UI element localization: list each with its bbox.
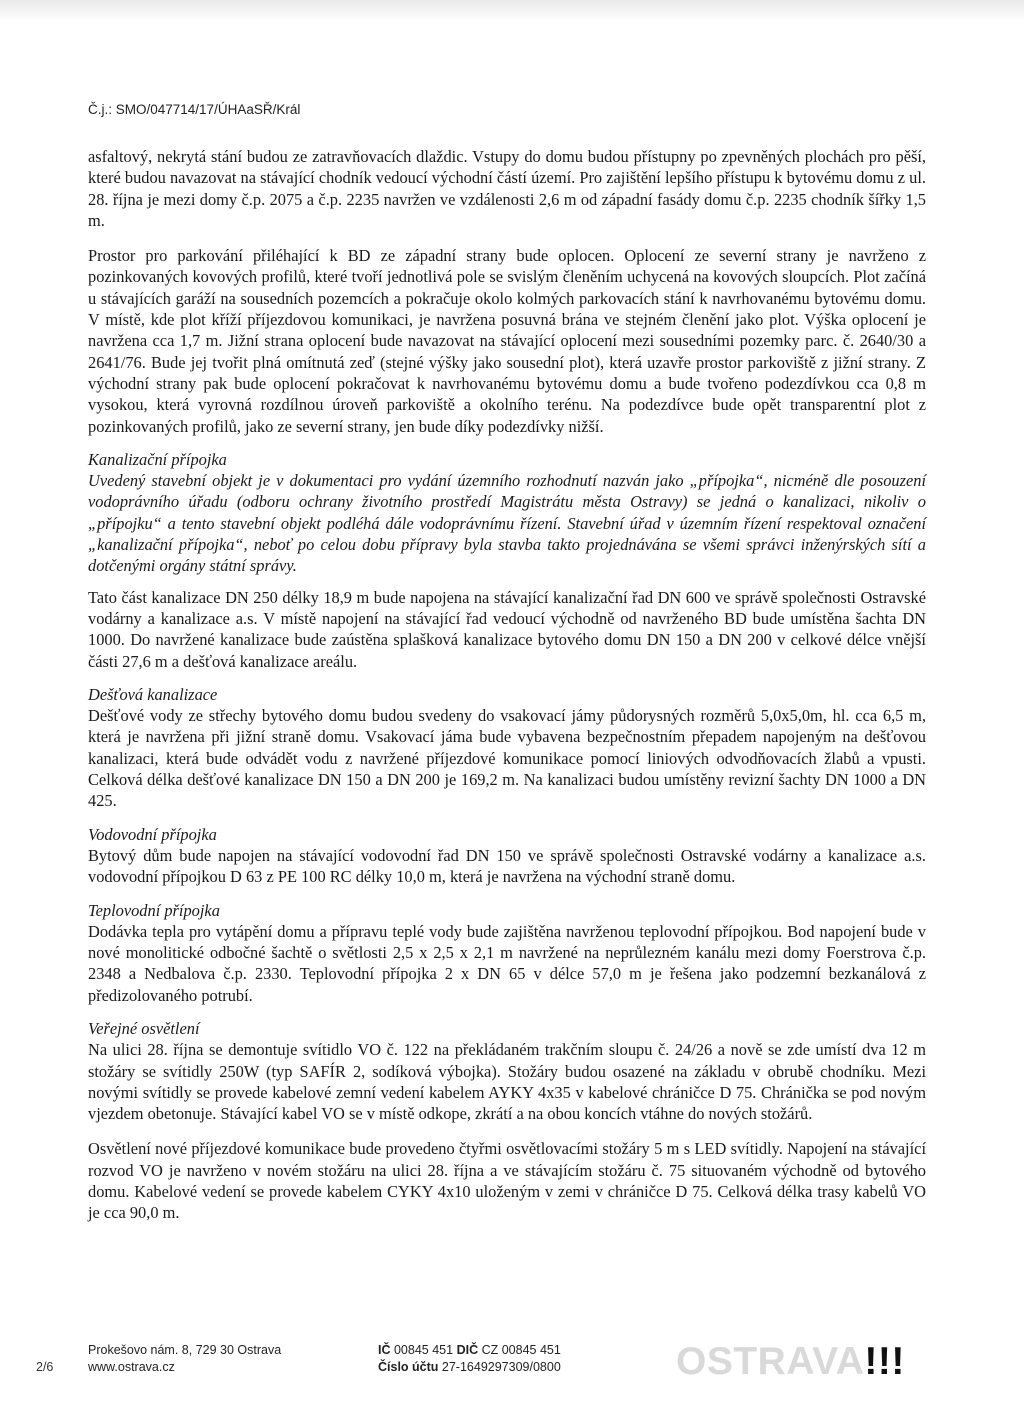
paragraph-sewer: Tato část kanalizace DN 250 délky 18,9 m bude napojena na stávající kanalizační řad DN 600 ve správě společnosti Ostravské vodárny a kanalizace a.s. V místě napojení na stávající řad vedoucí východně od navrženého BD bude umístěna šachta DN 1000. Do navržené kanalizace bude zaústěna splašková kanalizace bytového domu DN 150 a DN 200 v celkové délce vnější části 27,6 m a dešťová kanalizace areálu.: [88, 587, 926, 671]
ostrava-logo: [676, 1340, 905, 1384]
paragraph-fencing: Prostor pro parkování přiléhající k BD ze západní strany bude oplocen. Oplocení ze severní strany je navrženo z pozinkovaných kovových profilů, které tvoří jednotlivá pole se svislým členěním uchycená na kovových sloupcích. Plot začíná u stávajících garáží na sousedních pozemcích a pokračuje okolo kolmých parkovacích stání k navrhovanému bytovému domu. V místě, kde plot kříží příjezdovou komunikaci, je navržena posuvná brána ve stejném členění jako plot. Výška oplocení je navržena cca 1,7 m. Jižní strana oplocení bude navazovat na stávající oplocení mezi sousedními pozemky parc. č. 2640/30 a 2641/76. Bude jej tvořit plná omítnutá zeď (stejné výšky jako sousední plot), která uzavře prostor parkoviště z jižní strany. Z východní strany pak bude oplocení pokračovat k navrhovanému bytovému domu a bude tvořeno podezdívkou cca 0,8 m vysokou, která vyrovná rozdílnou úroveň parkoviště a okolního terénu. Na podezdívce bude opět transparentní plot z pozinkovaných profilů, jako ze severní strany, jen bude díky podezdívky nižší.: [88, 246, 926, 436]
document-body: [88, 146, 926, 1224]
page-number: 2/6: [36, 1360, 54, 1374]
ico-value: 00845 451: [393, 1343, 454, 1357]
heading-heating-connection: Teplovodní přípojka: [88, 900, 220, 920]
paragraph-access: asfaltový, nekrytá stání budou ze zatravňovacích dlaždic. Vstupy do domu budou přístupny po zpevněných plochách pro pěší, které budou navazovat na stávající chodník vedoucí východní částí území. Pro zajištění lepšího přístupu k bytovému domu z ul. 28. října je mezi domy č.p. 2075 a č.p. 2235 navržen ve vzdálenosti 2,6 m od západní fasády domu č.p. 2235 chodník šířky 1,5 m.: [88, 147, 926, 230]
paragraph-public-lighting-1: Na ulici 28. října se demontuje svítidlo VO č. 122 na překládaném trakčním sloupu č. 24/26 a nově se zde umístí dva 12 m stožáry se svítidly 250W (typ SAFÍR 2, sodíková výbojka). Stožáry budou osazené na základu v obrubě chodníku. Mezi novými svítidly se provede kabelové zemní vedení kabelem AYKY 4x35 v kabelové chráničce D 75. Chránička se pod novým vjezdem obetonuje. Stávající kabel VO se v místě odkope, zkrátí a na obou koncích vtáhne do nových stožárů.: [88, 1040, 926, 1124]
logo-exclamations: !!!: [864, 1340, 905, 1383]
paragraph-sewer-note: Uvedený stavební objekt je v dokumentaci pro vydání územního rozhodnutí nazván jako „přípojka“, nicméně dle posouzení vodoprávního úřadu (odboru ochrany životního prostředí Magistrátu města Ostravy) se jedná o kanalizaci, nikoliv o „přípojku“ a tento stavební objekt podléhá dále vodoprávnímu řízení. Stavební úřad v územním řízení respektoval označení „kanalizační přípojka“, neboť po celou dobu přípravy byla stavba takto projednávána se všemi správci inženýrských sítí a dotčenými orgány státní správy.: [88, 471, 926, 576]
dic-label: DIČ: [456, 1343, 479, 1357]
account-label: Číslo účtu: [378, 1360, 439, 1374]
scan-shadow: [0, 0, 1024, 22]
footer-identifiers: [378, 1342, 561, 1376]
heading-public-lighting: Veřejné osvětlení: [88, 1018, 200, 1038]
logo-text: OSTRAVA: [676, 1340, 865, 1383]
dic-value: CZ 00845 451: [481, 1343, 561, 1357]
footer-ids-line: [378, 1342, 561, 1359]
footer-address: Prokešovo nám. 8, 729 30 Ostrava: [88, 1343, 282, 1357]
footer-address-block: [88, 1342, 281, 1376]
heading-water-connection: Vodovodní přípojka: [88, 824, 217, 844]
reference-number: Č.j.: SMO/047714/17/ÚHAaSŘ/Král: [88, 102, 301, 117]
ico-label: IČ: [378, 1343, 391, 1357]
paragraph-rain-sewer: Dešťové vody ze střechy bytového domu budou svedeny do vsakovací jámy půdorysných rozměrů 5,0x5,0m, hl. cca 6,5 m, která je navržena při jižní straně domu. Vsakovací jáma bude vybavena bezpečnostním přepadem napojeným na dešťovou kanalizaci, která bude odvádět vodu z navržené příjezdové komunikace pomocí liniových odvodňovacích žlabů a vpusti. Celková délka dešťové kanalizace DN 150 a DN 200 je 169,2 m. Na kanalizaci budou umístěny revizní šachty DN 1000 a DN 425.: [88, 706, 926, 811]
paragraph-public-lighting-2: Osvětlení nové příjezdové komunikace bude provedeno čtyřmi osvětlovacími stožáry 5 m s LED svítidly. Napojení na stávající rozvod VO je navrženo v novém stožáru na ulici 28. října a ve stávajícím stožáru č. 75 situovaném východně od bytového domu. Kabelové vedení se provede kabelem CYKY 4x10 uloženým v zemi v chráničce D 75. Celková délka trasy kabelů VO je cca 90,0 m.: [88, 1139, 926, 1223]
account-value: 27-1649297309/0800: [441, 1360, 561, 1374]
footer-account-line: [378, 1359, 561, 1376]
heading-sewer-connection: Kanalizační přípojka: [88, 449, 227, 469]
heading-rain-sewer: Dešťová kanalizace: [88, 684, 218, 704]
footer-website[interactable]: www.ostrava.cz: [88, 1360, 175, 1374]
paragraph-water-connection: Bytový dům bude napojen na stávající vodovodní řad DN 150 ve správě společnosti Ostravské vodárny a kanalizace a.s. vodovodní přípojkou D 63 z PE 100 RC délky 10,0 m, která je navržena na východní straně domu.: [88, 845, 926, 887]
paragraph-heating-connection: Dodávka tepla pro vytápění domu a přípravu teplé vody bude zajištěna navrženou teplovodní přípojkou. Bod napojení bude v nové monolitické odbočné šachtě o světlosti 2,5 x 2,5 x 2,1 m navržené na neprůlezném kanálu mezi domy Foerstrova č.p. 2348 a Nedbalova č.p. 2330. Teplovodní přípojka 2 x DN 65 v délce 57,0 m je řešena jako podzemní bezkanálová z předizolovaného potrubí.: [88, 921, 926, 1005]
